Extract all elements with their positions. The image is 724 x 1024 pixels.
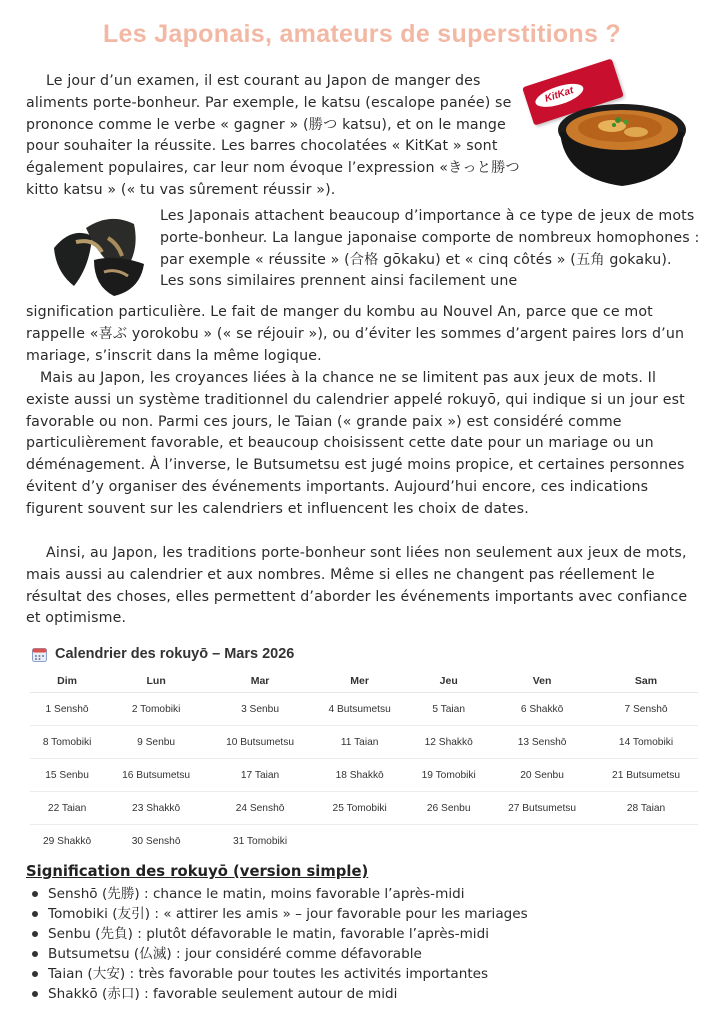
paragraph-4 [26, 543, 702, 630]
calendar-icon [32, 647, 47, 662]
calendar-week-row [30, 759, 698, 792]
list-item: Taian (大安) : très favorable pour toutes les activités importantes [26, 964, 528, 984]
day-header: Lun [104, 670, 208, 693]
list-item: Butsumetsu (仏滅) : jour considéré comme défavorable [26, 944, 528, 964]
calendar-cell: 23 Shakkō [104, 792, 208, 825]
calendar-cell: 3 Senbu [208, 693, 312, 726]
paragraph-2-continued: signification particulière. Le fait de manger du kombu au Nouvel An, parce que ce mot rappelle «喜ぶ yorokobu » (« se réjouir »), ou d’éviter les sommes d’argent paires lors d’un mariage, s’inscrit dans la même logique. [26, 304, 685, 364]
calendar-cell: 24 Senshō [208, 792, 312, 825]
calendar-header-row [30, 670, 698, 693]
calendar-cell [407, 825, 490, 858]
katsudon-bowl-image [556, 100, 688, 188]
calendar-cell: 11 Taian [312, 726, 407, 759]
calendar-cell: 13 Senshō [490, 726, 594, 759]
calendar-cell: 26 Senbu [407, 792, 490, 825]
calendar-cell: 16 Butsumetsu [104, 759, 208, 792]
day-header: Sam [594, 670, 698, 693]
calendar-cell: 25 Tomobiki [312, 792, 407, 825]
calendar-cell: 30 Senshō [131, 835, 181, 847]
list-item: Senbu (先負) : plutôt défavorable le matin, favorable l’après-midi [26, 924, 528, 944]
day-header: Ven [490, 670, 594, 693]
calendar-cell: 29 Shakkō [43, 835, 92, 847]
calendar-cell: 21 Butsumetsu [594, 759, 698, 792]
signification-list [26, 884, 528, 1004]
calendar-cell [312, 825, 407, 858]
calendar-heading [32, 646, 294, 662]
calendar-cell: 9 Senbu [104, 726, 208, 759]
calendar-week-row [30, 792, 698, 825]
calendar-cell: 6 Shakkō [490, 693, 594, 726]
calendar-cell: 14 Tomobiki [594, 726, 698, 759]
paragraph-1-text: Le jour d’un examen, il est courant au Japon de manger des aliments porte-bonheur. Par exemple, le katsu (escalope panée) se prononce comme le verbe « gagner » (勝つ katsu), et on le mange pour souhaiter la réussite. Les barres chocolatées « KitKat » sont également populaires, car leur nom évoque l’expression «きっと勝つ kitto katsu » (« tu vas sûrement réussir »). [26, 73, 535, 198]
paragraph-3 [26, 368, 702, 521]
calendar-cell: 22 Taian [30, 792, 104, 825]
calendar-cell: 1 Senshō [30, 693, 104, 726]
list-item: Shakkō (赤口) : favorable seulement autour de midi [26, 984, 528, 1004]
paragraph-2-wrap: Les Japonais attachent beaucoup d’importance à ce type de jeux de mots porte-bonheur. La langue japonaise comporte de nombreux homophones : par exemple « réussite » (合格 gōkaku) et « cinq côtés » (五角 gokaku). Les sons similaires prennent ainsi facilement une [160, 208, 700, 290]
calendar-cell [594, 825, 698, 858]
calendar-cell: 18 Shakkō [312, 759, 407, 792]
day-header: Jeu [407, 670, 490, 693]
paragraph-3-text: Mais au Japon, les croyances liées à la chance ne se limitent pas aux jeux de mots. Il existe aussi un système traditionnel du calendrier appelé rokuyō, qui indique si un jour est favorable ou non. Parmi ces jours, le Taian (« grande paix ») est considéré comme particulièrement favorable, et beaucoup choisissent cette date pour un mariage ou un déménagement. À l’inverse, le Butsumetsu est jugé moins propice, et certaines personnes évitent d’y organiser des événements importants. Aujourd’hui encore, ces indications figurent souvent sur les calendriers et influencent les choix de dates. [26, 370, 685, 517]
calendar-heading-text: Calendrier des rokuyō – Mars 2026 [55, 646, 295, 662]
calendar-cell: 31 Tomobiki [232, 835, 288, 847]
calendar-cell: 10 Butsumetsu [208, 726, 312, 759]
calendar-week-row [30, 726, 698, 759]
calendar-cell: 8 Tomobiki [30, 726, 104, 759]
calendar-cell: 5 Taian [407, 693, 490, 726]
calendar-cell: 4 Butsumetsu [312, 693, 407, 726]
calendar-week-row [30, 825, 698, 858]
calendar-cell: 15 Senbu [30, 759, 104, 792]
list-item: Tomobiki (友引) : « attirer les amis » – jour favorable pour les mariages [26, 904, 528, 924]
kitkat-logo: KitKat [533, 79, 586, 112]
calendar-week-row [30, 693, 698, 726]
page-title: Les Japonais, amateurs de superstitions ? [102, 20, 621, 48]
day-header: Mer [312, 670, 407, 693]
calendar-cell: 7 Senshō [594, 693, 698, 726]
signification-title: Signification des rokuyō (version simple) [26, 863, 369, 880]
calendar-cell: 28 Taian [594, 792, 698, 825]
day-header: Dim [30, 670, 104, 693]
calendar-cell: 20 Senbu [490, 759, 594, 792]
calendar-cell: 27 Butsumetsu [490, 792, 594, 825]
kombu-image [44, 208, 156, 300]
calendar-cell: 17 Taian [208, 759, 312, 792]
rokuyo-calendar-table [30, 670, 698, 857]
calendar-cell: 2 Tomobiki [104, 693, 208, 726]
calendar-cell: 19 Tomobiki [407, 759, 490, 792]
day-header: Mar [208, 670, 312, 693]
paragraph-1 [26, 71, 535, 202]
calendar-cell [490, 825, 594, 858]
paragraph-4-text: Ainsi, au Japon, les traditions porte-bonheur sont liées non seulement aux jeux de mots, mais aussi au calendrier et aux nombres. Même si elles ne changent pas réellement le résultat des choses, elles permettent d’aborder les événements importants avec confiance et optimisme. [26, 545, 688, 627]
calendar-cell: 12 Shakkō [407, 726, 490, 759]
list-item: Senshō (先勝) : chance le matin, moins favorable l’après-midi [26, 884, 528, 904]
